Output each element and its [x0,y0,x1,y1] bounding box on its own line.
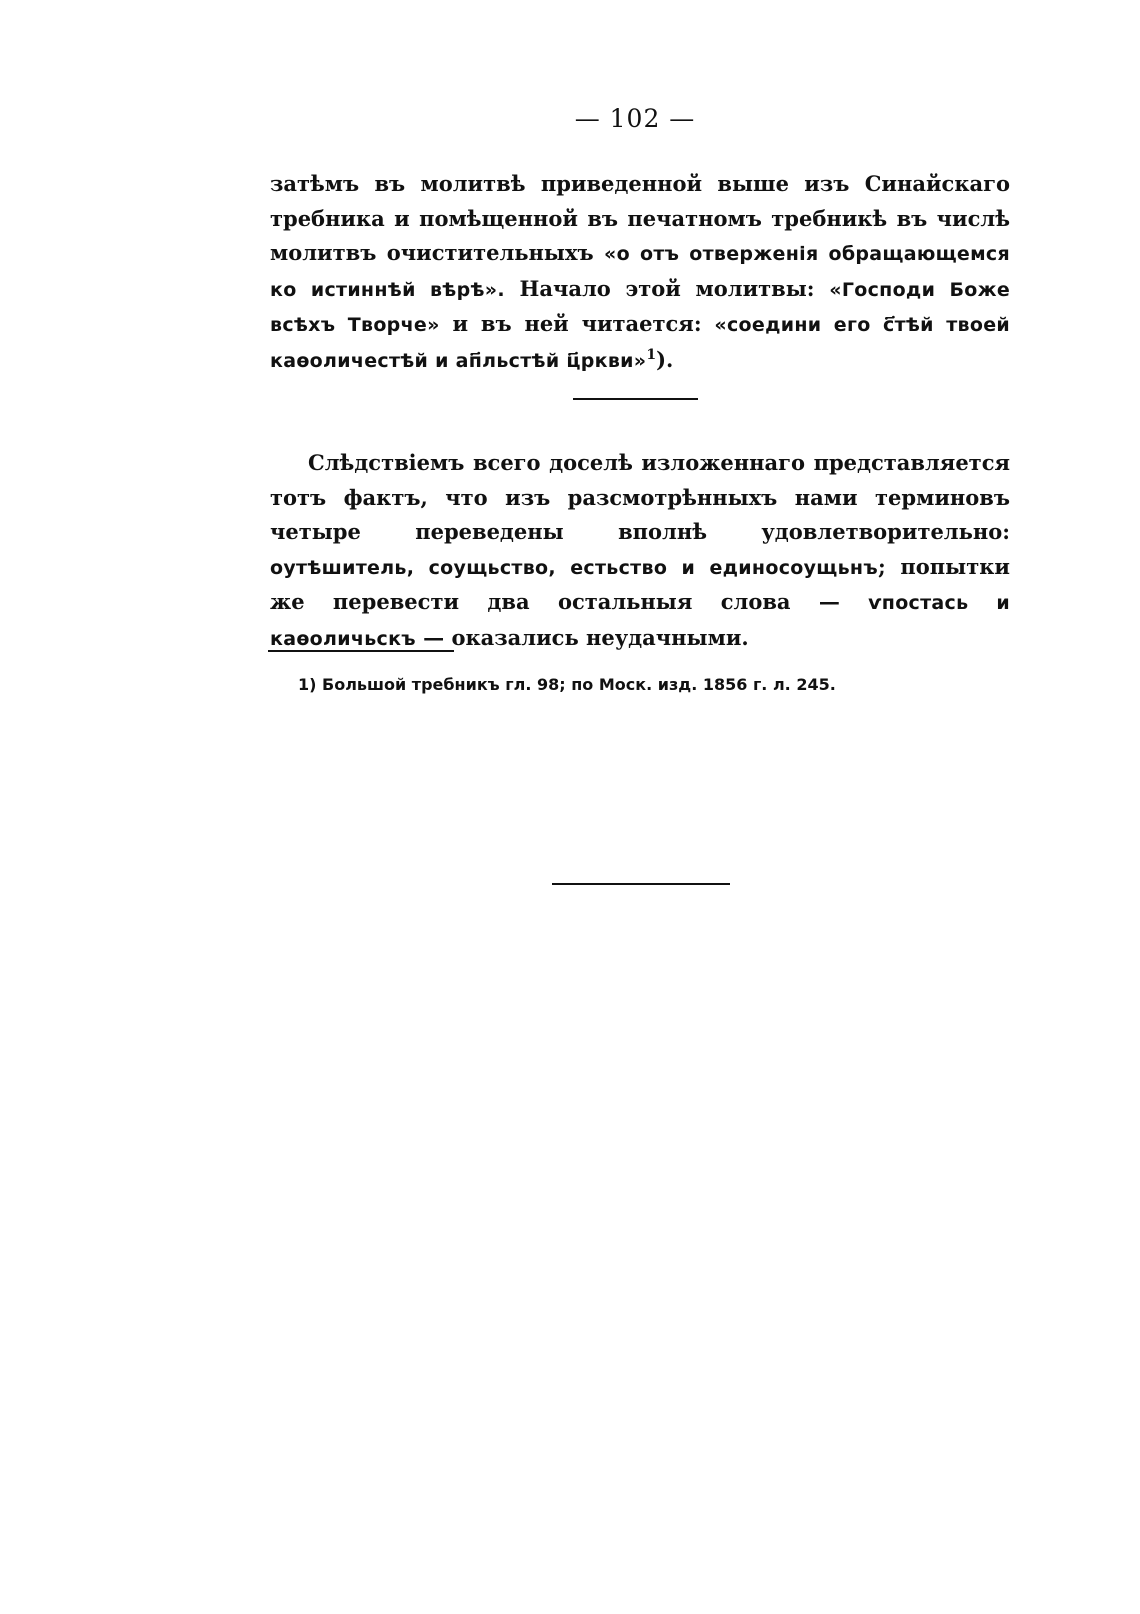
footnote-divider [268,650,454,652]
footnote: 1) Большой требникъ гл. 98; по Моск. изд. 1856 г. л. 245. [298,675,836,694]
church-slavonic-terms: оутѣшитель, соущьство, естьство и единосоущьнъ [270,556,878,579]
end-divider [552,883,730,885]
text-span: затѣмъ въ молитвѣ приведенной выше изъ Синайскаго требника и помѣщенной въ печатномъ требникѣ въ числѣ молитвъ очистительныхъ [270,171,1010,265]
section-divider [573,398,698,400]
text-span: ). [656,346,674,372]
paragraph-prayer-quote [270,167,1010,378]
church-slavonic-terms: ѵпостась и каѳоличьскъ [270,592,1010,650]
paragraph-2-text [270,446,1010,656]
church-slavonic-quote: «Господи Боже всѣхъ Творче» [270,278,1010,336]
church-slavonic-quote: «о отъ отверженія обращающемся ко истиннѣй вѣрѣ». [270,243,1010,301]
text-span: Начало этой молитвы: [504,275,830,301]
text-span: Слѣдствіемъ всего доселѣ изложеннаго представляется тотъ фактъ, что изъ разсмотрѣнныхъ нами терминовъ четыре переведены вполнѣ удовлетворительно: [270,450,1010,544]
text-span: ; попытки же перевести два остальныя слова — [270,553,1010,614]
page-number: — 102 — [574,104,696,133]
text-span: — оказались неудачными. [415,624,749,650]
text-span: и въ ней читается: [439,311,715,336]
church-slavonic-quote: «соедини его с҃тѣй твоей каѳоличестѣй и ап҃льстѣй ц҃ркви» [270,314,1010,372]
paragraph-1-text [270,167,1010,378]
footnote-reference: 1 [646,346,657,363]
paragraph-conclusion [270,446,1010,656]
